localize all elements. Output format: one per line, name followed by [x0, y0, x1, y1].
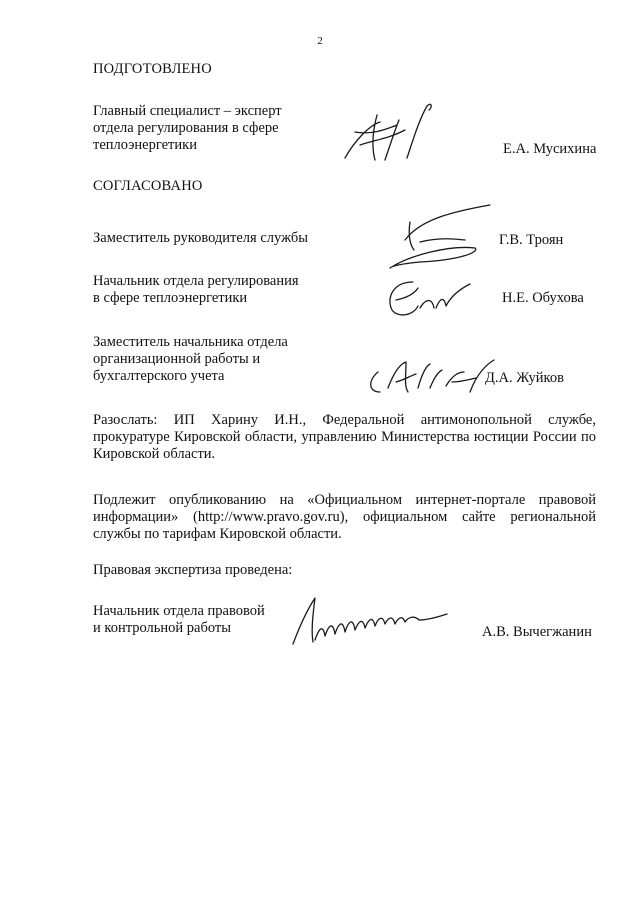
position-line: Начальник отдела правовой — [93, 603, 265, 619]
legal-statement: Правовая экспертиза проведена: — [93, 562, 293, 578]
agreed-name-3: Д.А. Жуйков — [485, 370, 564, 386]
signature-zhuykov — [360, 352, 500, 400]
position-line: Начальник отдела регулирования — [93, 273, 299, 289]
page-number: 2 — [317, 35, 323, 47]
position-line: и контрольной работы — [93, 620, 231, 636]
agreed-position-2 — [93, 273, 299, 307]
position-line: организационной работы и — [93, 351, 261, 367]
position-line: в сфере теплоэнергетики — [93, 290, 248, 306]
agreed-name-1: Г.В. Троян — [499, 232, 564, 248]
position-line: Главный специалист – эксперт — [93, 103, 282, 119]
agreed-header: СОГЛАСОВАНО — [93, 178, 203, 194]
signature-musikhina — [335, 100, 445, 170]
legal-name: А.В. Вычегжанин — [482, 624, 592, 640]
position-line: Заместитель руководителя службы — [93, 230, 309, 246]
prepared-name: Е.А. Мусихина — [503, 141, 597, 157]
agreed-position-1 — [93, 230, 308, 247]
prepared-position — [93, 103, 282, 154]
publication-paragraph: Подлежит опубликованию на «Официальном интернет-портале правовой информации» (http://www.pravo.gov.ru), официальном сайте региональной службы по тарифам Кировской области. — [93, 492, 596, 542]
signature-obukhova — [378, 270, 478, 325]
signature-vychegzhanin — [285, 592, 455, 652]
position-line: теплоэнергетики — [93, 137, 197, 153]
legal-position — [93, 603, 265, 637]
signature-troyan — [380, 200, 495, 280]
agreed-name-2: Н.Е. Обухова — [502, 290, 584, 306]
prepared-header: ПОДГОТОВЛЕНО — [93, 61, 212, 77]
position-line: Заместитель начальника отдела — [93, 334, 288, 350]
position-line: бухгалтерского учета — [93, 368, 225, 384]
distribution-paragraph: Разослать: ИП Харину И.Н., Федеральной антимонопольной службе, прокуратуре Кировской области, управлению Министерства юстиции России по Кировской области. — [93, 412, 596, 462]
agreed-position-3 — [93, 334, 288, 385]
position-line: отдела регулирования в сфере — [93, 120, 279, 136]
